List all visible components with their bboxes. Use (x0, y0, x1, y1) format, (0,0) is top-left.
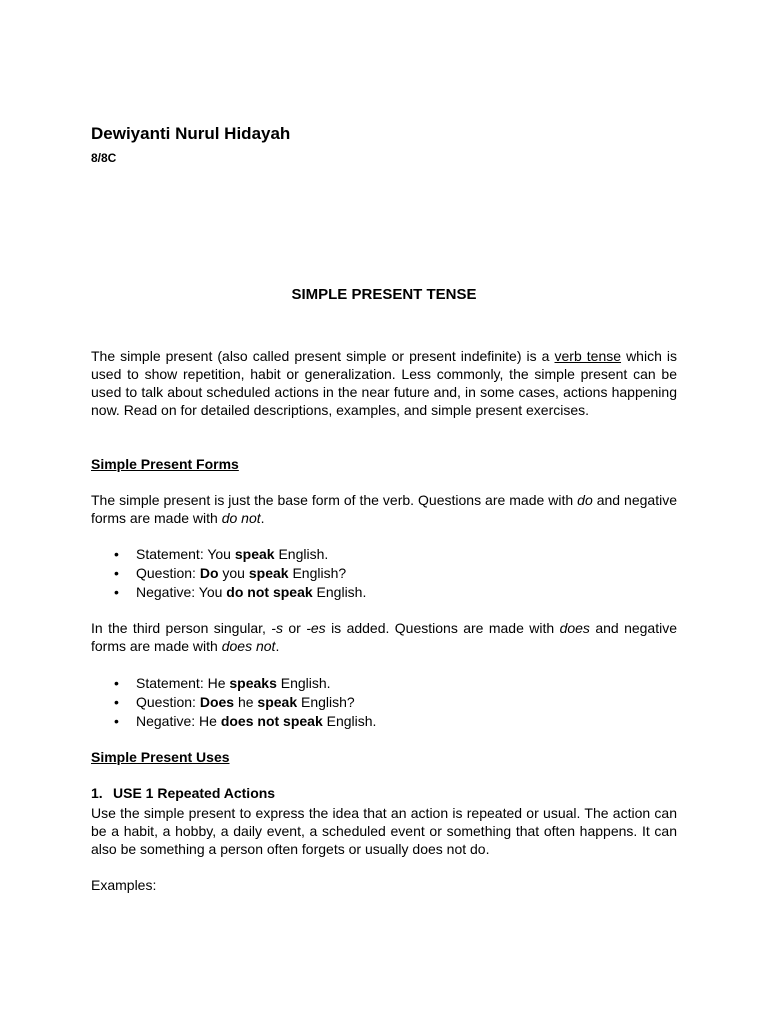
list-item-text: English. (322, 713, 377, 729)
forms-p1-italic-do-not: do not (221, 510, 261, 526)
list-item (91, 583, 677, 602)
forms-p1-text-2: and negative forms are made with (91, 492, 677, 526)
verb-tense-link[interactable]: verb tense (554, 348, 622, 364)
list-item-text: English. (274, 546, 329, 562)
list-item-bold: do not speak (226, 584, 313, 600)
list-item (91, 693, 677, 712)
intro-text-start: The simple present (also called present simple or present indefinite) is a (91, 348, 555, 364)
author-name: Dewiyanti Nurul Hidayah (91, 124, 291, 143)
page-title: SIMPLE PRESENT TENSE (291, 286, 477, 303)
list-item-text: English? (288, 565, 347, 581)
forms-p2-italic-es: -es (306, 620, 326, 636)
forms-p2-italic-does: does (559, 620, 590, 636)
bullet-icon: • (114, 713, 119, 729)
use-1-heading (91, 785, 275, 801)
list-item-bold: speak (234, 546, 275, 562)
list-item-text: English. (276, 675, 331, 691)
forms-p2-text: In the third person singular, (91, 620, 272, 636)
forms-list-2 (91, 674, 677, 731)
forms-paragraph-1 (91, 491, 677, 527)
list-item-bold: Do (199, 565, 219, 581)
use-1-title: USE 1 Repeated Actions (113, 785, 276, 801)
use-1-body: Use the simple present to express the idea that an action is repeated or usual. The action can be a habit, a hobby, a daily event, a scheduled event or something that often happens. It can also be something a person often forgets or usually does not do. (91, 805, 677, 857)
uses-heading: Simple Present Uses (91, 749, 230, 765)
forms-p2-italic-s: -s (271, 620, 283, 636)
intro-paragraph (91, 347, 677, 419)
list-item-bold: does not speak (220, 713, 323, 729)
list-item-bold: Does (199, 694, 235, 710)
forms-paragraph-2 (91, 619, 677, 655)
list-item-text: English? (297, 694, 355, 710)
use-1-number: 1. (91, 785, 103, 801)
forms-p2-text-2: or (282, 620, 307, 636)
list-item (91, 712, 677, 731)
list-item-text: Negative: He (136, 713, 221, 729)
forms-heading: Simple Present Forms (91, 456, 239, 472)
list-item-bold: speak (257, 694, 298, 710)
bullet-icon: • (114, 675, 119, 691)
bullet-icon: • (114, 565, 119, 581)
forms-p1-italic-do: do (577, 492, 593, 508)
list-item (91, 564, 677, 583)
forms-p1-text-3: . (260, 510, 265, 526)
examples-label: Examples: (91, 877, 157, 893)
list-item-text: Question: (136, 694, 200, 710)
list-item-bold: speak (248, 565, 289, 581)
list-item-text: Statement: You (136, 546, 235, 562)
list-item (91, 674, 677, 693)
list-item-text: English. (312, 584, 367, 600)
list-item (91, 545, 677, 564)
list-item-text: you (218, 565, 249, 581)
bullet-icon: • (114, 584, 119, 600)
forms-p1-text: The simple present is just the base form of the verb. Questions are made with (91, 492, 578, 508)
bullet-icon: • (114, 694, 119, 710)
list-item-text: Statement: He (136, 675, 230, 691)
class-code: 8/8C (91, 151, 117, 165)
bullet-icon: • (114, 546, 119, 562)
forms-p2-text-3: is added. Questions are made with (325, 620, 560, 636)
list-item-text: Negative: You (136, 584, 227, 600)
forms-list-1 (91, 545, 677, 602)
intro-text-end: which is used to show repetition, habit or generalization. Less commonly, the simple present can be used to talk about scheduled actions in the near future and, in some cases, actions happening now. Read on for detailed descriptions, examples, and simple present exercises. (91, 348, 678, 418)
forms-p2-italic-does-not: does not (221, 638, 276, 654)
list-item-text: Question: (136, 565, 200, 581)
list-item-text: he (234, 694, 258, 710)
forms-p2-text-5: . (275, 638, 280, 654)
list-item-bold: speaks (229, 675, 277, 691)
forms-p2-text-4: and negative forms are made with (91, 620, 677, 654)
